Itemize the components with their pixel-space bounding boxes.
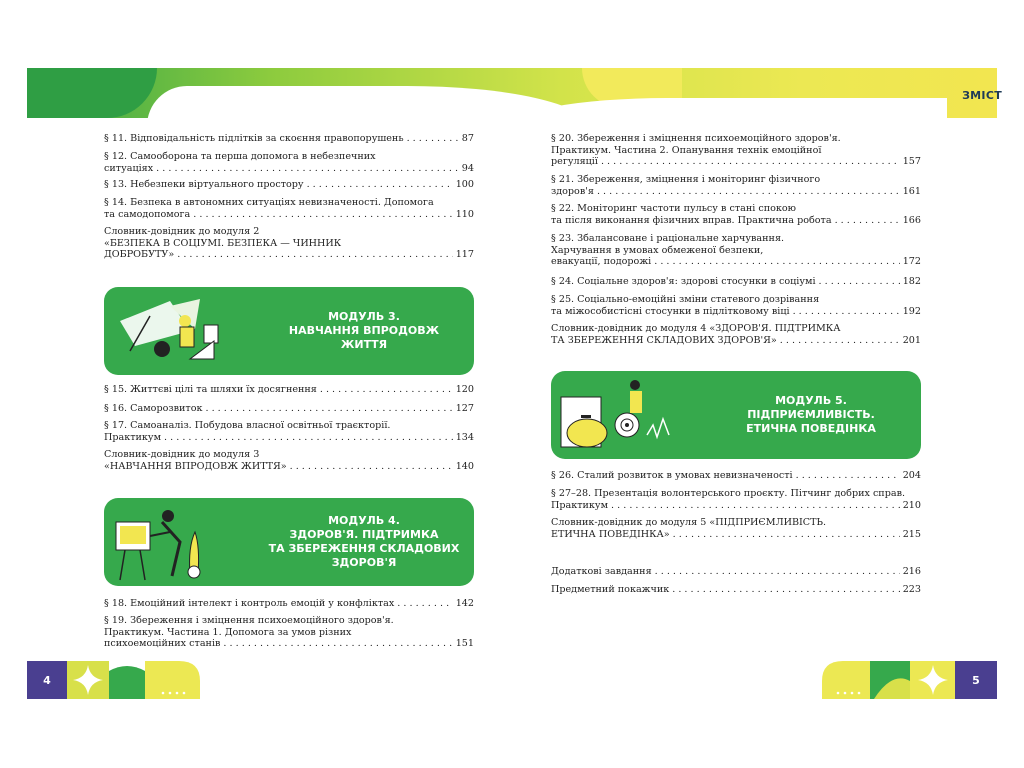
- leader-dots: [601, 156, 900, 168]
- leader-dots: [819, 276, 900, 288]
- leader-dots: [407, 133, 459, 145]
- toc-line: [104, 249, 474, 261]
- toc-line: [104, 627, 474, 639]
- toc-right-column: [551, 133, 921, 663]
- toc-text: та самодопомога: [104, 208, 191, 220]
- toc-entry: [104, 449, 474, 472]
- toc-page-number: 215: [902, 528, 921, 540]
- toc-text: Додаткові завдання: [551, 566, 652, 577]
- toc-line: [551, 145, 921, 157]
- toc-page-number: 140: [455, 460, 474, 472]
- leader-dots: [673, 529, 900, 541]
- toc-page-number: 192: [902, 305, 921, 317]
- toc-line: [104, 226, 474, 238]
- toc-text: § 24. Соціальне здоров'я: здорові стосунки в соціумі: [551, 276, 816, 287]
- study-illustration: [110, 291, 260, 371]
- toc-text: § 16. Саморозвиток: [104, 403, 203, 414]
- toc-page-number: 142: [455, 598, 474, 609]
- leader-dots: [205, 403, 452, 415]
- module-5-title: МОДУЛЬ 5. ПІДПРИЄМЛИВІСТЬ. ЕТИЧНА ПОВЕДІНКА: [746, 394, 876, 435]
- toc-line: [551, 156, 921, 168]
- page-number-right: 5: [955, 661, 997, 699]
- page-number-left: 4: [27, 661, 67, 699]
- section-title: ЗМІСТ: [962, 89, 1002, 102]
- toc-text: Практикум: [551, 499, 609, 511]
- toc-line: [551, 245, 921, 257]
- toc-page-number: 172: [902, 256, 921, 268]
- toc-line: [551, 186, 921, 198]
- toc-text: ТА ЗБЕРЕЖЕННЯ СКЛАДОВИХ ЗДОРОВ'Я»: [551, 334, 777, 346]
- toc-line: [551, 323, 921, 335]
- leader-dots: [597, 186, 900, 198]
- toc-text: § 23. Збалансоване і раціональне харчування.: [551, 233, 785, 244]
- toc-text: «НАВЧАННЯ ВПРОДОВЖ ЖИТТЯ»: [104, 460, 287, 472]
- toc-line: [104, 638, 474, 650]
- toc-page-number: 166: [902, 214, 921, 226]
- toc-page-number: 157: [902, 156, 921, 168]
- toc-text: § 19. Збереження і зміцнення психоемоційного здоров'я.: [104, 615, 394, 626]
- toc-text: та міжособистісні стосунки в підлітковому віці: [551, 305, 790, 317]
- toc-text: ДОБРОБУТУ»: [104, 249, 175, 261]
- toc-page-number: 201: [902, 334, 921, 346]
- toc-line: [551, 233, 921, 245]
- toc-text: здоров'я: [551, 185, 594, 197]
- toc-line: [551, 133, 921, 145]
- toc-entry: [104, 615, 474, 650]
- leader-dots: [156, 163, 459, 175]
- toc-line: [104, 598, 474, 610]
- toc-line: [551, 584, 921, 596]
- toc-line: [551, 294, 921, 306]
- toc-page-number: 94: [461, 162, 474, 174]
- toc-page-number: 223: [902, 584, 921, 595]
- toc-page-number: 100: [455, 179, 474, 190]
- toc-line: [551, 488, 921, 500]
- toc-page-number: 210: [902, 499, 921, 511]
- toc-entry: [551, 470, 921, 482]
- toc-entry: [551, 566, 921, 578]
- toc-line: [104, 615, 474, 627]
- toc-entry: [104, 226, 474, 261]
- health-illustration: [110, 502, 260, 582]
- toc-text: § 21. Збереження, зміцнення і моніторинг фізичного: [551, 174, 821, 185]
- toc-line: [104, 420, 474, 432]
- toc-text: § 15. Життєві цілі та шляхи їх досягнення: [104, 384, 317, 395]
- toc-entry: [104, 403, 474, 415]
- toc-text: Словник-довідник до модуля 5 «ПІДПРИЄМЛИВІСТЬ.: [551, 517, 827, 528]
- toc-text: та після виконання фізичних вправ. Практична робота: [551, 214, 832, 226]
- toc-entry: [104, 179, 474, 191]
- toc-text: § 18. Емоційний інтелект і контроль емоцій у конфліктах: [104, 598, 395, 609]
- toc-text: Практикум. Частина 2. Опанування технік емоційної: [551, 144, 822, 156]
- leader-dots: [793, 306, 900, 318]
- toc-entry: [551, 584, 921, 596]
- leader-dots: [397, 598, 452, 610]
- toc-page-number: 182: [902, 276, 921, 287]
- toc-line: [104, 384, 474, 396]
- toc-entry: [551, 323, 921, 346]
- toc-entry: [551, 174, 921, 197]
- leader-dots: [611, 500, 900, 512]
- toc-line: [551, 215, 921, 227]
- leader-dots: [672, 584, 899, 596]
- toc-text: Словник-довідник до модуля 2: [104, 226, 260, 237]
- toc-page-number: 117: [455, 249, 474, 261]
- toc-line: [104, 179, 474, 191]
- leader-dots: [796, 470, 900, 482]
- toc-line: [104, 197, 474, 209]
- toc-line: [551, 529, 921, 541]
- leader-dots: [320, 384, 453, 396]
- toc-line: [104, 133, 474, 145]
- toc-text: Предметний покажчик: [551, 584, 670, 595]
- toc-page-number: 216: [902, 566, 921, 577]
- module-3-title: МОДУЛЬ 3. НАВЧАННЯ ВПРОДОВЖ ЖИТТЯ: [288, 310, 440, 351]
- toc-text: психоемоційних станів: [104, 638, 221, 650]
- toc-text: евакуації, подорожі: [551, 256, 652, 268]
- toc-line: [551, 517, 921, 529]
- toc-text: Практикум: [104, 431, 162, 443]
- toc-text: регуляції: [551, 156, 598, 168]
- toc-entry: [551, 133, 921, 168]
- toc-text: Словник-довідник до модуля 3: [104, 449, 260, 460]
- toc-text: ситуаціях: [104, 162, 154, 174]
- toc-line: [104, 209, 474, 221]
- toc-text: § 17. Самоаналіз. Побудова власної освітньої траєкторії.: [104, 420, 391, 431]
- toc-line: [104, 461, 474, 473]
- toc-line: [104, 449, 474, 461]
- toc-text: § 27–28. Презентація волонтерського проєкту. Пітчинг добрих справ.: [551, 488, 906, 499]
- footer-decoration-left: [67, 661, 202, 699]
- leader-dots: [223, 638, 452, 650]
- toc-text: § 26. Сталий розвиток в умовах невизначеності: [551, 470, 793, 481]
- toc-entry: [551, 517, 921, 540]
- toc-text: § 14. Безпека в автономних ситуаціях невизначеності. Допомога: [104, 197, 434, 208]
- leader-dots: [164, 432, 453, 444]
- module-4-title: МОДУЛЬ 4. ЗДОРОВ'Я. ПІДТРИМКА ТА ЗБЕРЕЖЕННЯ СКЛАДОВИХ ЗДОРОВ'Я: [268, 514, 460, 569]
- toc-line: [551, 203, 921, 215]
- leader-dots: [177, 249, 452, 261]
- toc-entry: [104, 384, 474, 396]
- leader-dots: [654, 256, 899, 268]
- toc-line: [551, 566, 921, 578]
- toc-entry: [551, 276, 921, 288]
- toc-text: § 13. Небезпеки віртуального простору: [104, 179, 304, 190]
- leader-dots: [290, 461, 453, 473]
- toc-entry: [104, 420, 474, 443]
- toc-text: § 12. Самооборона та перша допомога в небезпечних: [104, 151, 376, 162]
- leader-dots: [655, 566, 900, 578]
- toc-line: [551, 306, 921, 318]
- toc-line: [551, 256, 921, 268]
- toc-line: [104, 403, 474, 415]
- toc-left-column: [104, 133, 474, 663]
- toc-line: [104, 238, 474, 250]
- toc-page-number: 110: [455, 208, 474, 220]
- toc-entry: [551, 203, 921, 226]
- toc-entry: [551, 294, 921, 317]
- toc-line: [551, 174, 921, 186]
- toc-entry: [551, 233, 921, 268]
- toc-page-number: 161: [902, 185, 921, 197]
- toc-page-number: 151: [455, 638, 474, 650]
- toc-line: [104, 151, 474, 163]
- toc-line: [551, 500, 921, 512]
- toc-text: ЕТИЧНА ПОВЕДІНКА»: [551, 528, 670, 540]
- toc-line: [551, 276, 921, 288]
- toc-text: Словник-довідник до модуля 4 «ЗДОРОВ'Я. ПІДТРИМКА: [551, 323, 841, 334]
- toc-line: [104, 163, 474, 175]
- toc-text: «БЕЗПЕКА В СОЦІУМІ. БЕЗПЕКА — ЧИННИК: [104, 237, 342, 249]
- leader-dots: [835, 215, 900, 227]
- toc-text: § 20. Збереження і зміцнення психоемоційного здоров'я.: [551, 133, 841, 144]
- module-5-card: [551, 371, 921, 459]
- toc-page-number: 204: [902, 470, 921, 481]
- toc-entry: [104, 133, 474, 145]
- toc-text: § 25. Соціально-емоційні зміни статевого дозрівання: [551, 294, 820, 305]
- module-4-card: [104, 498, 474, 586]
- toc-page-number: 120: [455, 384, 474, 395]
- leader-dots: [193, 209, 452, 221]
- toc-page-number: 127: [455, 403, 474, 414]
- toc-entry: [104, 197, 474, 220]
- toc-entry: [104, 598, 474, 610]
- toc-text: § 22. Моніторинг частоти пульсу в стані спокою: [551, 203, 797, 214]
- toc-page-number: 134: [455, 431, 474, 443]
- footer-decoration-right: [822, 661, 955, 699]
- toc-text: Харчування в умовах обмеженої безпеки,: [551, 244, 764, 256]
- toc-page-number: 87: [461, 133, 474, 144]
- toc-line: [551, 470, 921, 482]
- toc-entry: [104, 151, 474, 174]
- business-illustration: [557, 375, 707, 455]
- leader-dots: [780, 335, 900, 347]
- toc-line: [104, 432, 474, 444]
- toc-text: § 11. Відповідальність підлітків за скоєння правопорушень: [104, 133, 404, 144]
- toc-line: [551, 335, 921, 347]
- toc-entry: [551, 488, 921, 511]
- toc-text: Практикум. Частина 1. Допомога за умов різних: [104, 626, 352, 638]
- header-banner: [27, 68, 997, 118]
- module-3-card: [104, 287, 474, 375]
- leader-dots: [307, 179, 453, 191]
